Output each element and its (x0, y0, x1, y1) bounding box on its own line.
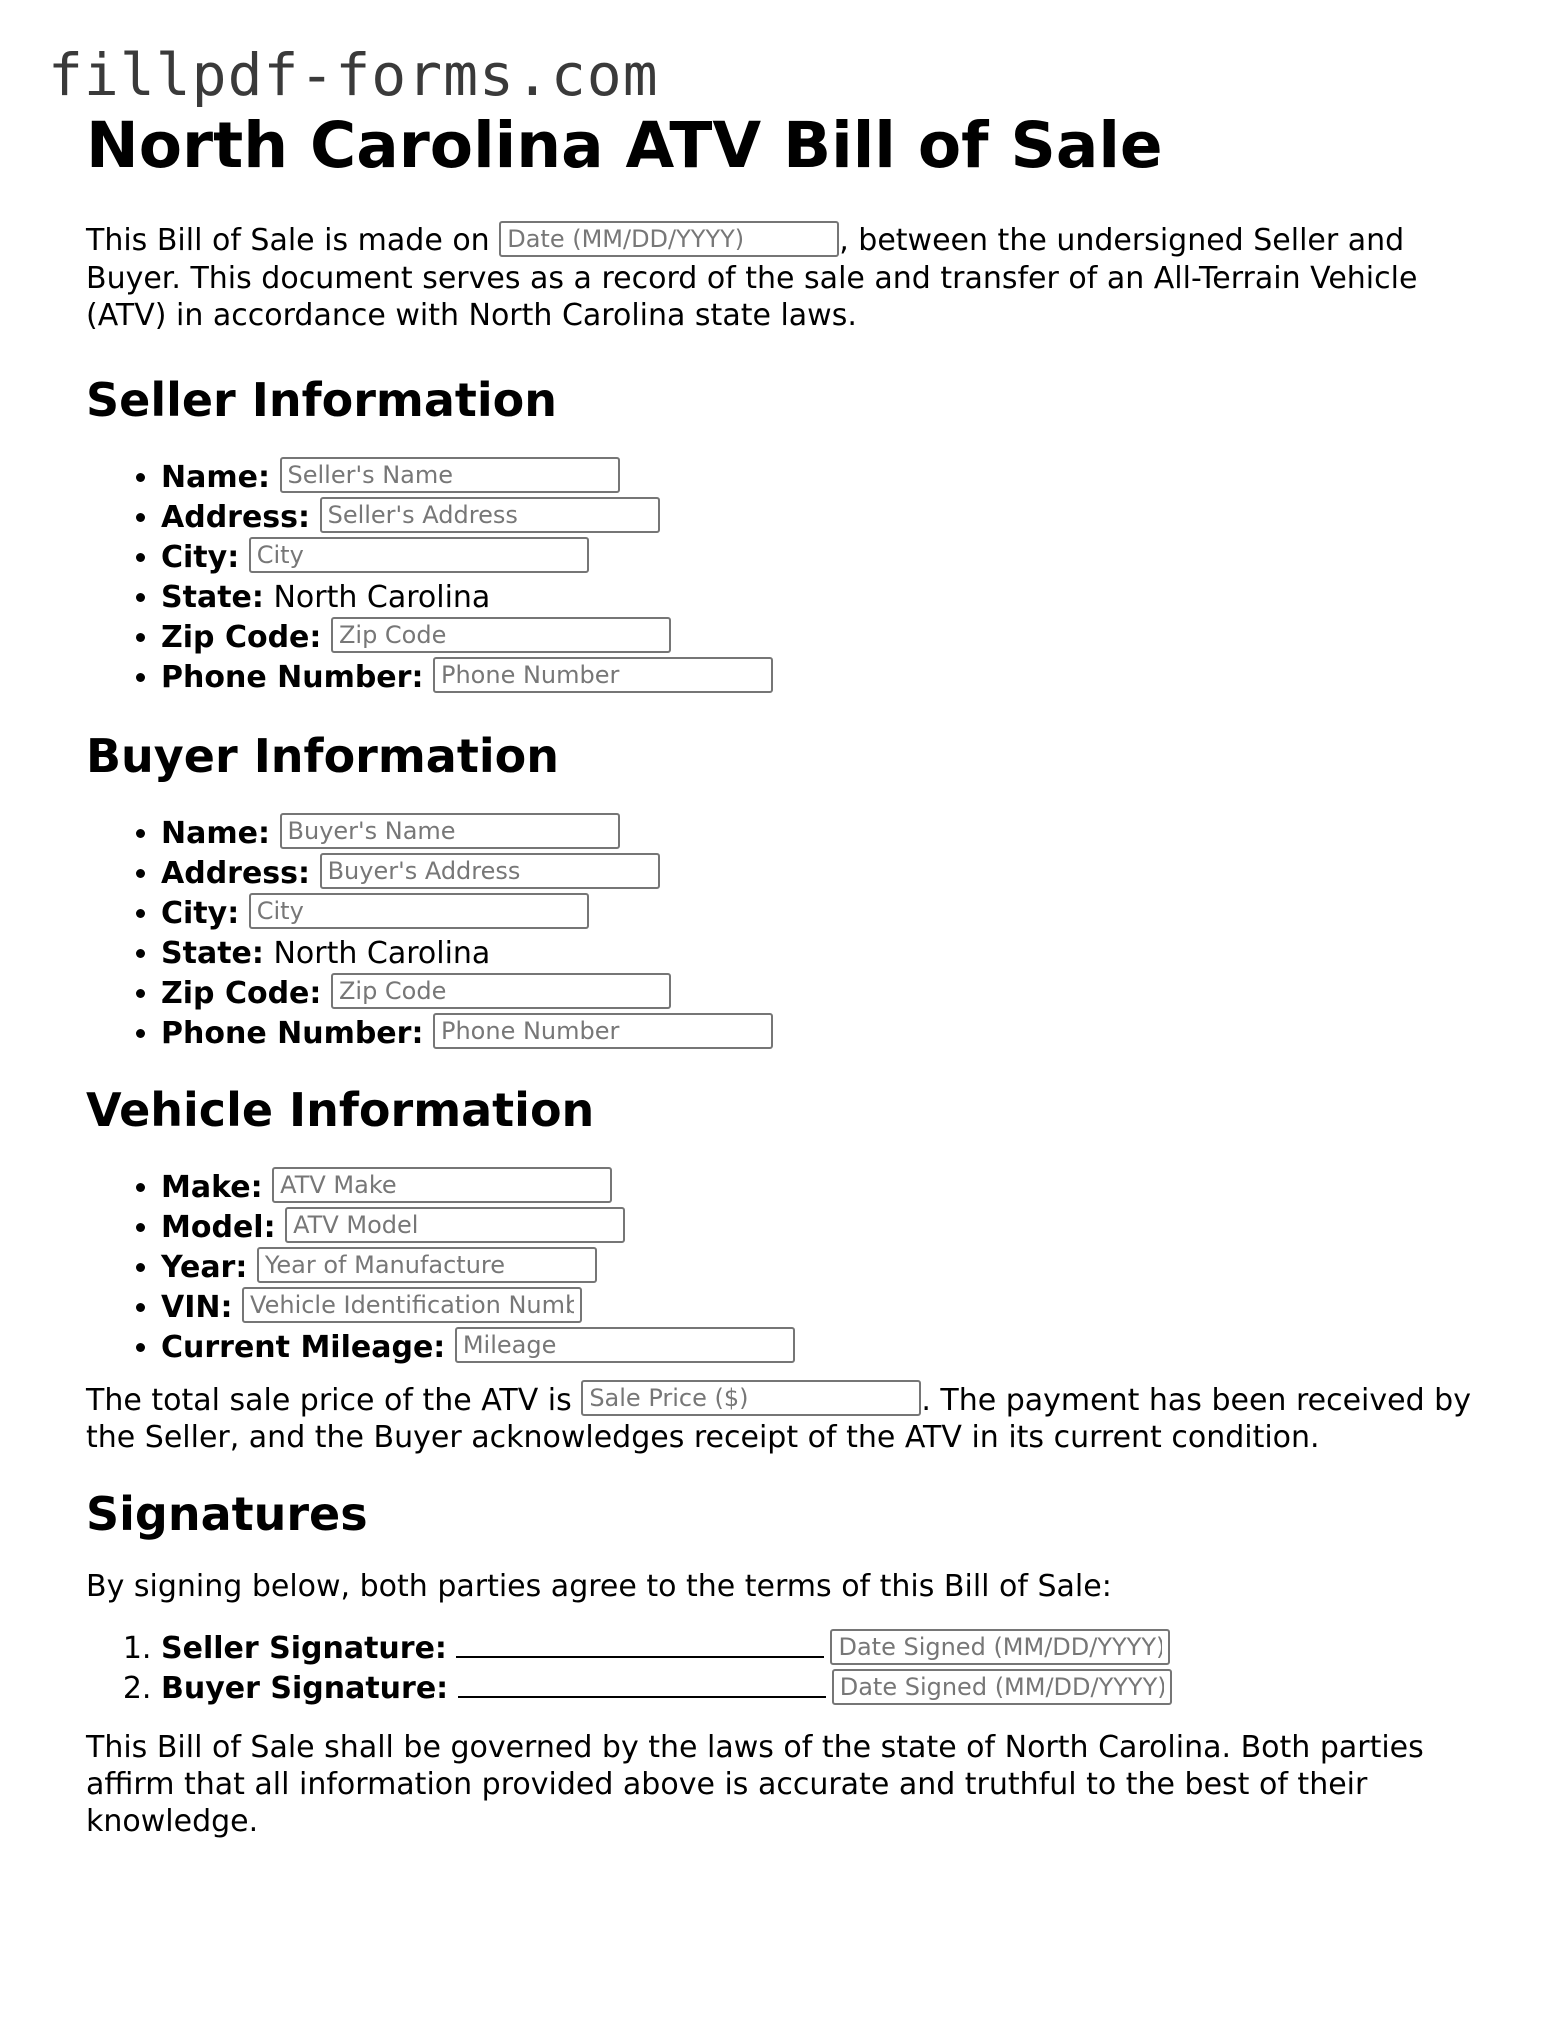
signatures-intro-text: By signing below, both parties agree to the terms of this Bill of Sale: (86, 1569, 1112, 1604)
vehicle-model-label: Model: (161, 1209, 276, 1245)
closing-paragraph: This Bill of Sale shall be governed by the laws of the state of North Carolina. Both parties affirm that all information provided above is accurate and truthful to the best of their knowledge. (86, 1730, 1424, 1839)
seller-city-item (161, 538, 1486, 578)
buyer-address-label: Address: (161, 855, 311, 891)
vehicle-mileage-input[interactable] (455, 1327, 795, 1363)
vehicle-info-list (86, 1168, 1486, 1368)
seller-address-input[interactable] (320, 497, 660, 533)
seller-phone-input[interactable] (433, 657, 773, 693)
signatures-list (86, 1629, 1486, 1709)
vehicle-year-input[interactable] (257, 1247, 597, 1283)
seller-zip-label: Zip Code: (161, 619, 322, 655)
buyer-zip-label: Zip Code: (161, 975, 322, 1011)
seller-phone-item (161, 658, 1486, 698)
signatures-section-heading: Signatures (86, 1487, 368, 1541)
buyer-address-input[interactable] (320, 853, 660, 889)
seller-name-input[interactable] (280, 457, 620, 493)
buyer-state-value: North Carolina (273, 935, 491, 971)
seller-state-label: State: (161, 579, 264, 615)
watermark-text: fillpdf-forms.com (48, 41, 659, 109)
seller-signature-line[interactable] (456, 1630, 824, 1658)
buyer-phone-item (161, 1014, 1486, 1054)
vehicle-year-label: Year: (161, 1249, 248, 1285)
seller-date-signed-input[interactable] (830, 1629, 1170, 1665)
buyer-name-input[interactable] (280, 813, 620, 849)
buyer-city-label: City: (161, 895, 240, 931)
seller-zip-item (161, 618, 1486, 658)
seller-name-label: Name: (161, 459, 270, 495)
seller-signature-label: Seller Signature: (161, 1631, 447, 1666)
seller-city-input[interactable] (249, 537, 589, 573)
price-text-before: The total sale price of the ATV is (86, 1382, 582, 1418)
vehicle-mileage-label: Current Mileage: (161, 1329, 446, 1365)
intro-text-before: This Bill of Sale is made on (86, 223, 500, 258)
buyer-name-item (161, 814, 1486, 854)
seller-state-item (161, 578, 1486, 618)
price-text-after: . The payment has been received by the Seller, and the Buyer acknowledges receipt of the ATV in its current condition. (86, 1382, 1471, 1455)
buyer-zip-input[interactable] (331, 973, 671, 1009)
vehicle-mileage-item (161, 1328, 1486, 1368)
buyer-state-label: State: (161, 935, 264, 971)
intro-paragraph (86, 222, 1486, 334)
seller-address-item (161, 498, 1486, 538)
buyer-name-label: Name: (161, 815, 270, 851)
buyer-city-item (161, 894, 1486, 934)
bill-of-sale-document (86, 108, 1486, 1840)
vehicle-section-heading: Vehicle Information (86, 1082, 595, 1137)
vehicle-vin-input[interactable] (242, 1287, 582, 1323)
intro-text-after: , between the undersigned Seller and Buyer. This document serves as a record of the sale and transfer of an All-Terrain Vehicle (ATV) in accordance with North Carolina state laws. (86, 223, 1418, 333)
seller-phone-label: Phone Number: (161, 659, 424, 695)
vehicle-make-input[interactable] (272, 1167, 612, 1203)
sale-price-input[interactable] (581, 1380, 921, 1416)
seller-info-list (86, 458, 1486, 698)
buyer-signature-item (161, 1669, 1486, 1709)
seller-name-item (161, 458, 1486, 498)
vehicle-year-item (161, 1248, 1486, 1288)
buyer-city-input[interactable] (249, 893, 589, 929)
vehicle-make-item (161, 1168, 1486, 1208)
sale-price-paragraph (86, 1382, 1486, 1457)
buyer-signature-label: Buyer Signature: (161, 1671, 449, 1706)
vehicle-vin-label: VIN: (161, 1289, 233, 1325)
buyer-phone-label: Phone Number: (161, 1015, 424, 1051)
buyer-info-list (86, 814, 1486, 1054)
seller-section-heading: Seller Information (86, 372, 558, 427)
seller-state-value: North Carolina (273, 579, 491, 615)
buyer-section-heading: Buyer Information (86, 728, 559, 783)
buyer-zip-item (161, 974, 1486, 1014)
vehicle-vin-item (161, 1288, 1486, 1328)
buyer-signature-line[interactable] (458, 1670, 826, 1698)
buyer-address-item (161, 854, 1486, 894)
seller-address-label: Address: (161, 499, 311, 535)
vehicle-model-input[interactable] (285, 1207, 625, 1243)
vehicle-make-label: Make: (161, 1169, 263, 1205)
buyer-date-signed-input[interactable] (832, 1669, 1172, 1705)
sale-date-input[interactable] (499, 221, 839, 257)
buyer-state-item (161, 934, 1486, 974)
buyer-phone-input[interactable] (433, 1013, 773, 1049)
page-title: North Carolina ATV Bill of Sale (86, 109, 1163, 182)
seller-signature-item (161, 1629, 1486, 1669)
vehicle-model-item (161, 1208, 1486, 1248)
seller-zip-input[interactable] (331, 617, 671, 653)
seller-city-label: City: (161, 539, 240, 575)
